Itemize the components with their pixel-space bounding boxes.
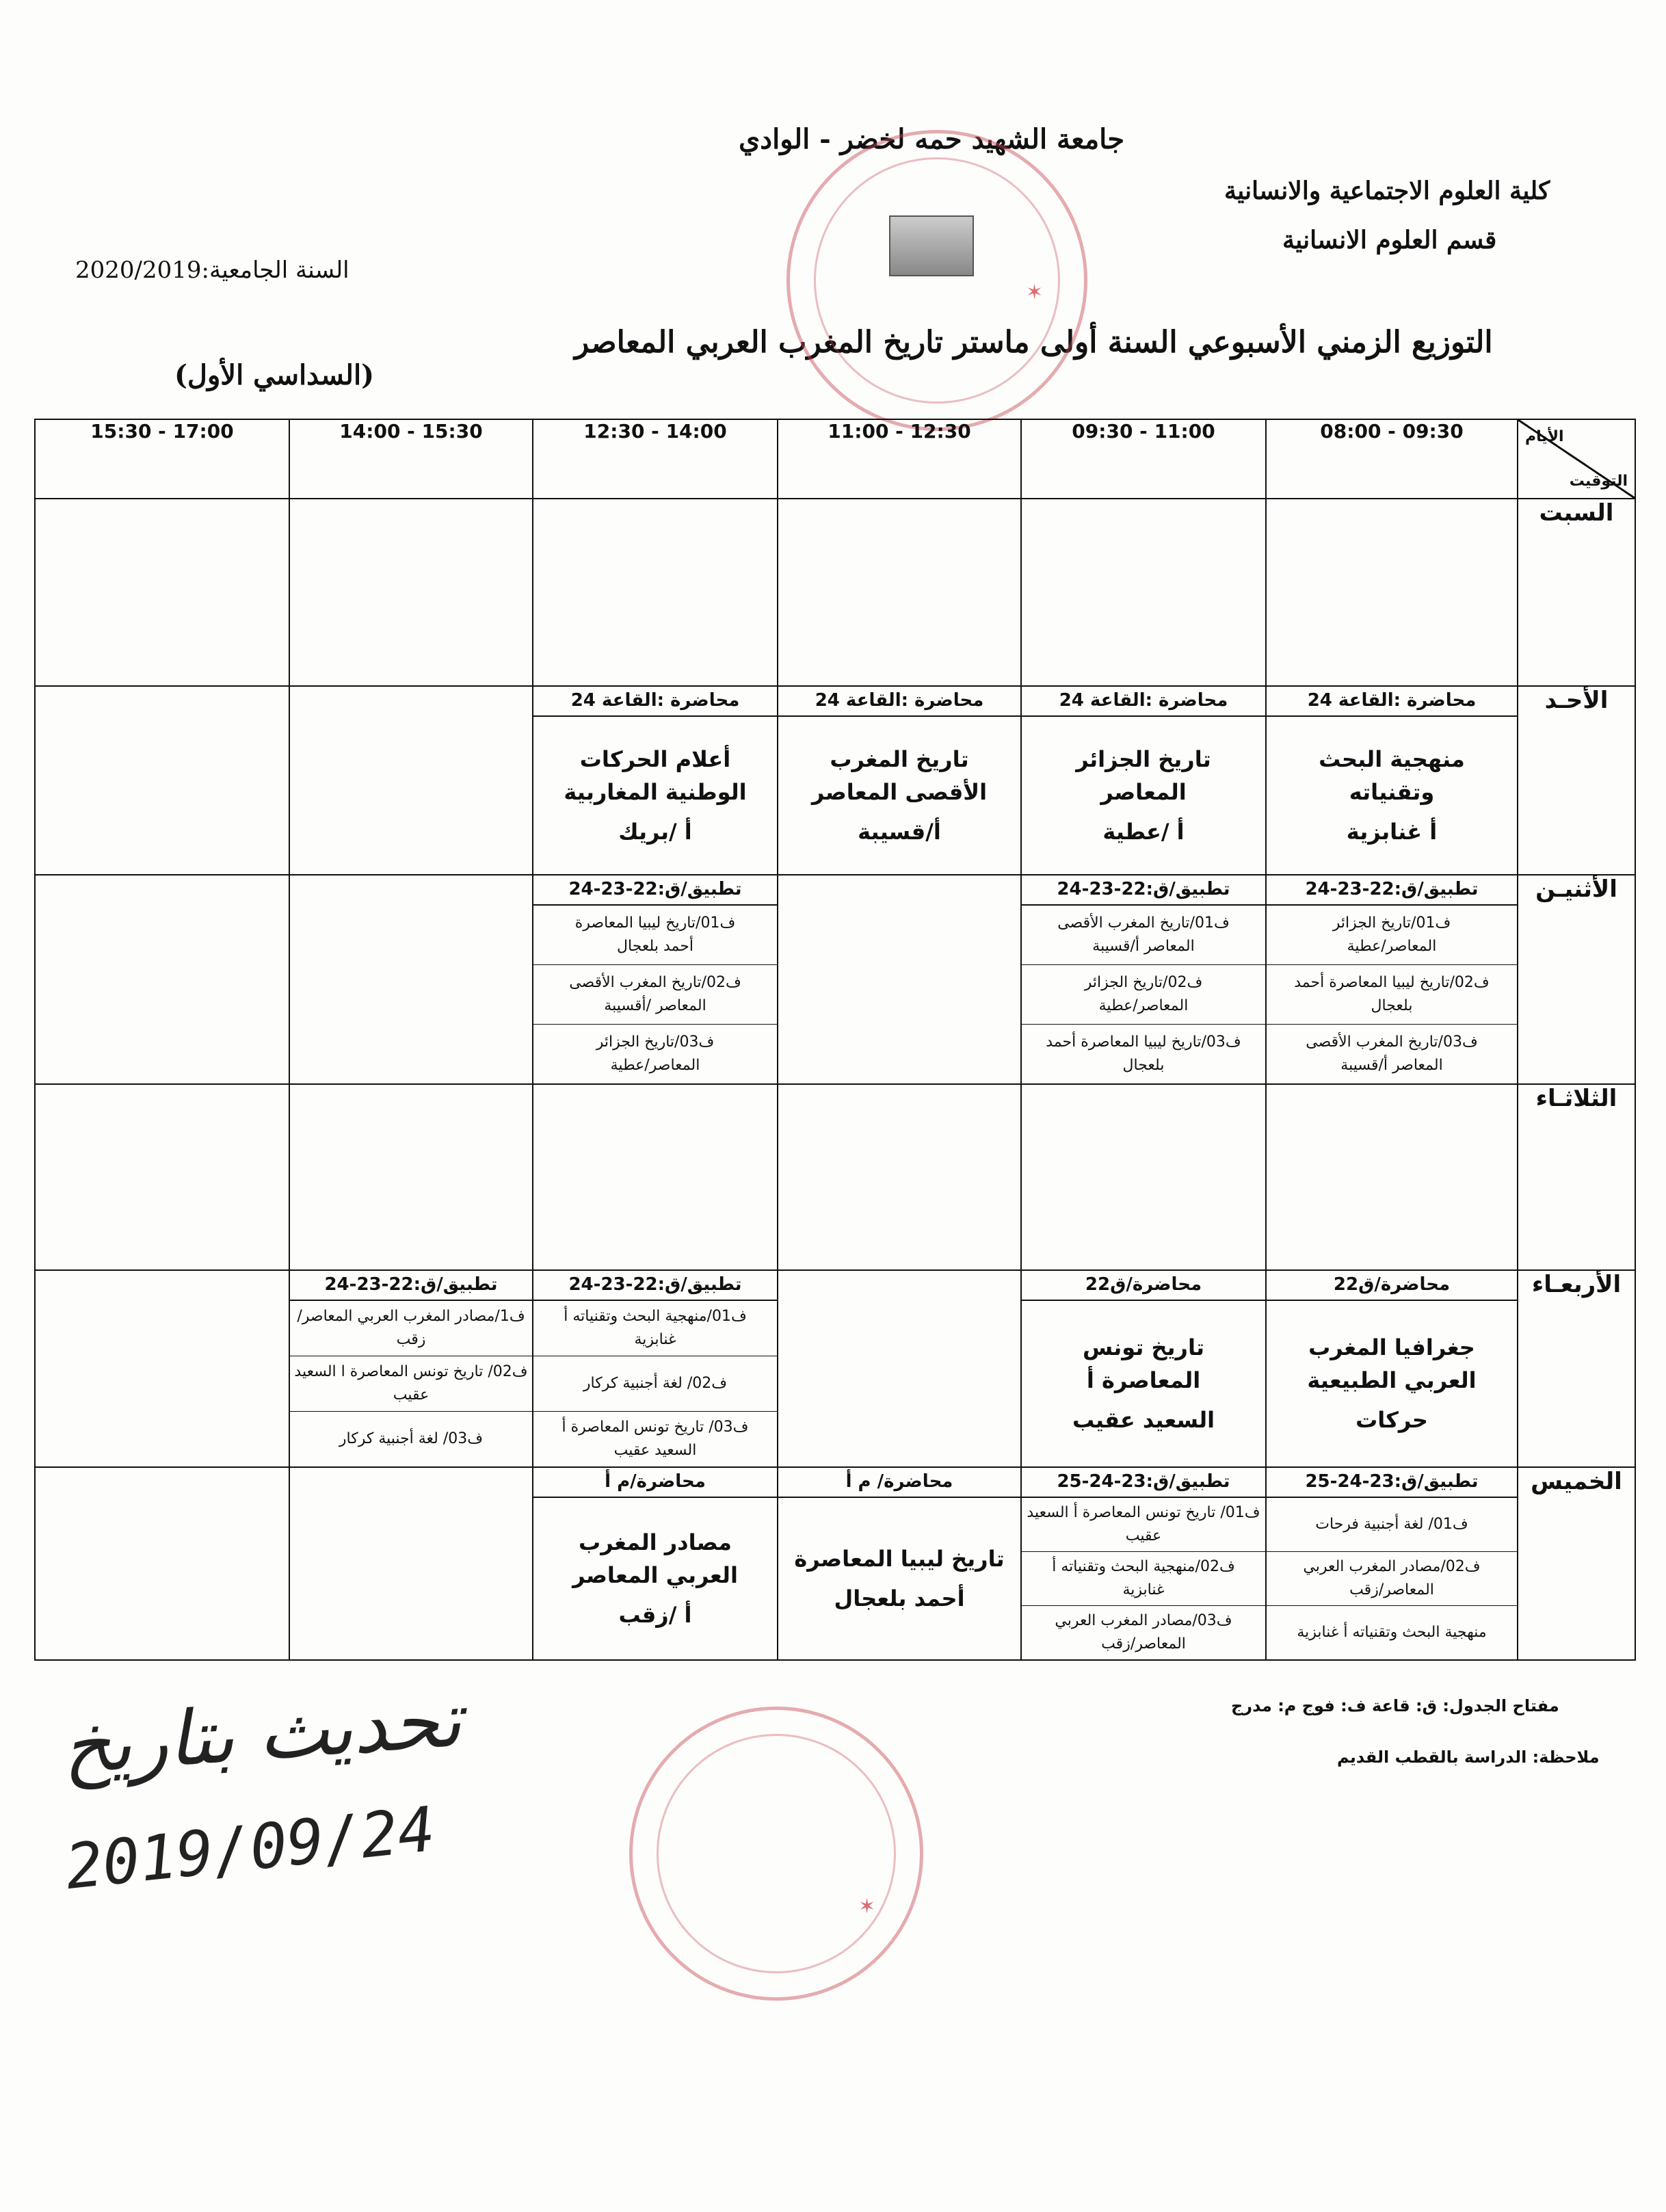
tutorial-slot bbox=[1266, 875, 1518, 1084]
empty-slot bbox=[778, 875, 1021, 1084]
slot-header: محاضرة :القاعة 24 bbox=[1022, 687, 1265, 717]
group-course: ف01/تاريخ ليبيا المعاصرة bbox=[574, 914, 736, 932]
group-entry bbox=[1022, 906, 1265, 965]
lecture-slot bbox=[1266, 686, 1518, 875]
group-entry bbox=[290, 1412, 532, 1466]
group-course: ف01/منهجية البحث وتقنياته أ bbox=[564, 1307, 747, 1325]
slot-header: تطبيق/ق:23-24-25 bbox=[1267, 1468, 1517, 1498]
group-detail: غنابزية bbox=[1122, 1581, 1165, 1598]
slot-header: محاضرة/م أ bbox=[533, 1468, 777, 1498]
group-detail: المعاصر/عطية bbox=[1347, 937, 1437, 955]
university-stamp-top bbox=[786, 130, 1087, 431]
time-slot-1: 09:30 - 08:00 bbox=[1266, 419, 1518, 499]
lecture-slot bbox=[533, 1467, 778, 1660]
course-title: مصادر المغرب العربي المعاصر bbox=[572, 1529, 738, 1588]
table-note: ملاحظة: الدراسة بالقطب القديم bbox=[1337, 1748, 1600, 1767]
empty-slot bbox=[1021, 499, 1266, 686]
professor-name: حركات bbox=[1356, 1406, 1428, 1433]
tutorial-slot bbox=[1021, 875, 1266, 1084]
group-detail: أحمد بلعجال bbox=[617, 937, 693, 955]
group-entry bbox=[533, 1356, 777, 1412]
slot-header: محاضرة :القاعة 24 bbox=[778, 687, 1020, 717]
empty-slot bbox=[1266, 1084, 1518, 1270]
group-detail: المعاصر/زقب bbox=[1349, 1581, 1434, 1598]
group-course: ف02/تاريخ المغرب الأقصى bbox=[569, 973, 741, 991]
group-entry bbox=[1022, 1025, 1265, 1083]
day-saturday: السبت bbox=[1518, 499, 1635, 686]
group-entry bbox=[533, 1025, 777, 1083]
schedule-title: التوزيع الزمني الأسبوعي السنة أولى ماستر تاريخ المغرب العربي المعاصر bbox=[574, 325, 1493, 360]
slot-header: محاضرة/ م أ bbox=[778, 1468, 1020, 1498]
group-entry bbox=[533, 906, 777, 965]
day-monday: الأثنيـن bbox=[1518, 875, 1635, 1084]
corner-time-label: التوقيت bbox=[1569, 473, 1628, 490]
group-course: ف01/تاريخ الجزائر bbox=[1332, 914, 1451, 932]
empty-slot bbox=[35, 875, 289, 1084]
tutorial-slot bbox=[533, 875, 778, 1084]
professor-name: أ غنابزية bbox=[1346, 818, 1438, 845]
group-entry bbox=[1267, 1498, 1517, 1552]
slot-header: محاضرة :القاعة 24 bbox=[1267, 687, 1517, 717]
group-detail: السعيد عقيب bbox=[613, 1441, 697, 1459]
table-row bbox=[35, 686, 1635, 875]
course-title: تاريخ ليبيا المعاصرة bbox=[794, 1545, 1005, 1572]
group-detail: عقيب bbox=[1125, 1527, 1162, 1544]
empty-slot bbox=[778, 1270, 1021, 1467]
handwritten-update-note: تحديث بتاريخ bbox=[59, 1675, 464, 1791]
department-name: قسم العلوم الانسانية bbox=[1282, 226, 1497, 254]
slot-header: تطبيق/ق:22-23-24 bbox=[1022, 875, 1265, 906]
group-entry bbox=[1267, 1552, 1517, 1606]
weekly-schedule-table bbox=[34, 419, 1636, 1661]
star-icon: ✶ bbox=[858, 1895, 876, 1919]
corner-cell bbox=[1518, 419, 1635, 499]
group-detail: المعاصر أ/قسيبة bbox=[1340, 1056, 1443, 1074]
professor-name: أحمد بلعجال bbox=[834, 1585, 965, 1611]
group-entry bbox=[533, 965, 777, 1025]
slot-header: تطبيق/ق:22-23-24 bbox=[1267, 875, 1517, 906]
table-header-row bbox=[35, 419, 1635, 499]
professor-name: أ/قسيبة bbox=[858, 818, 941, 845]
group-detail: المعاصر/عطية bbox=[1098, 997, 1189, 1014]
slot-header: محاضرة/ق22 bbox=[1267, 1271, 1517, 1301]
empty-slot bbox=[289, 499, 533, 686]
empty-slot bbox=[533, 1084, 778, 1270]
time-slot-5: 15:30 - 14:00 bbox=[289, 419, 533, 499]
table-row bbox=[35, 875, 1635, 1084]
empty-slot bbox=[35, 686, 289, 875]
table-row bbox=[35, 1467, 1635, 1660]
group-course: ف01/ تاريخ تونس المعاصرة أ السعيد bbox=[1027, 1503, 1260, 1521]
empty-slot bbox=[1021, 1084, 1266, 1270]
professor-name: أ /بريك bbox=[618, 818, 692, 845]
tutorial-slot bbox=[1021, 1467, 1266, 1660]
group-course: منهجية البحث وتقنياته أ غنابزية bbox=[1297, 1623, 1487, 1641]
group-course: ف02/منهجية البحث وتقنياته أ bbox=[1052, 1557, 1235, 1575]
group-course: ف1/مصادر المغرب العربي المعاصر/زقب bbox=[297, 1307, 525, 1348]
group-course: ف02/ تاريخ تونس المعاصرة ا السعيد bbox=[294, 1362, 528, 1380]
empty-slot bbox=[289, 875, 533, 1084]
university-stamp-bottom bbox=[629, 1707, 923, 2001]
group-course: ف03/تاريخ الجزائر bbox=[596, 1033, 715, 1051]
university-logo bbox=[889, 215, 974, 276]
tutorial-slot bbox=[533, 1270, 778, 1467]
group-course: ف01/ لغة أجنبية فرحات bbox=[1315, 1515, 1468, 1533]
slot-header: تطبيق/ق:22-23-24 bbox=[533, 1271, 777, 1301]
lecture-slot bbox=[1021, 1270, 1266, 1467]
handwritten-date: 2019/09/24 bbox=[62, 1793, 438, 1904]
group-detail: المعاصر/زقب bbox=[1101, 1635, 1186, 1653]
group-entry bbox=[533, 1301, 777, 1356]
empty-slot bbox=[778, 1084, 1021, 1270]
empty-slot bbox=[289, 1467, 533, 1660]
faculty-name: كلية العلوم الاجتماعية والانسانية bbox=[1224, 176, 1550, 205]
semester-label: (السداسي الأول) bbox=[174, 359, 375, 391]
day-wednesday: الأربعـاء bbox=[1518, 1270, 1635, 1467]
empty-slot bbox=[35, 1270, 289, 1467]
group-course: ف01/تاريخ المغرب الأقصى bbox=[1057, 914, 1230, 932]
group-course: ف03/ تاريخ تونس المعاصرة أ bbox=[561, 1418, 749, 1436]
professor-name: أ /عطية bbox=[1102, 818, 1185, 845]
group-entry bbox=[533, 1412, 777, 1466]
tutorial-slot bbox=[289, 1270, 533, 1467]
group-entry bbox=[1267, 1606, 1517, 1659]
group-entry bbox=[1022, 1606, 1265, 1659]
empty-slot bbox=[533, 499, 778, 686]
time-slot-6: 17:00 - 15:30 bbox=[35, 419, 289, 499]
group-course: ف03/ لغة أجنبية كركار bbox=[339, 1430, 484, 1447]
group-detail: بلعجال bbox=[1371, 997, 1413, 1014]
slot-header: تطبيق/ق:23-24-25 bbox=[1022, 1468, 1265, 1498]
group-detail: عقيب bbox=[393, 1386, 429, 1404]
day-thursday: الخميس bbox=[1518, 1467, 1635, 1660]
group-entry bbox=[1267, 1025, 1517, 1083]
group-detail: بلعجال bbox=[1122, 1056, 1165, 1074]
lecture-slot bbox=[1266, 1270, 1518, 1467]
corner-days-label: الأيام bbox=[1525, 428, 1564, 445]
lecture-slot bbox=[778, 686, 1021, 875]
group-course: ف02/مصادر المغرب العربي bbox=[1303, 1557, 1481, 1575]
group-entry bbox=[1022, 965, 1265, 1025]
professor-name: أ /زقب bbox=[618, 1601, 692, 1628]
lecture-slot bbox=[778, 1467, 1021, 1660]
empty-slot bbox=[778, 499, 1021, 686]
empty-slot bbox=[35, 499, 289, 686]
day-tuesday: الثلاثـاء bbox=[1518, 1084, 1635, 1270]
group-detail: المعاصر/عطية bbox=[610, 1056, 700, 1074]
group-entry bbox=[290, 1356, 532, 1412]
group-course: ف02/تاريخ الجزائر bbox=[1084, 973, 1203, 991]
professor-name: السعيد عقيب bbox=[1072, 1406, 1215, 1433]
slot-header: محاضرة/ق22 bbox=[1022, 1271, 1265, 1301]
group-detail: المعاصر أ/قسيبة bbox=[1092, 937, 1195, 955]
table-legend: مفتاح الجدول: ق: قاعة ف: فوج م: مدرج bbox=[1231, 1696, 1559, 1715]
time-slot-2: 11:00 - 09:30 bbox=[1021, 419, 1266, 499]
course-title: منهجية البحث وتقنياته bbox=[1319, 746, 1465, 805]
academic-year: السنة الجامعية:2020/2019 bbox=[75, 256, 349, 284]
group-detail: غنابزية bbox=[634, 1330, 676, 1348]
table-row bbox=[35, 1270, 1635, 1467]
course-title: أعلام الحركات الوطنية المغاربية bbox=[564, 746, 747, 805]
lecture-slot bbox=[533, 686, 778, 875]
group-detail: المعاصر /أقسيبة bbox=[604, 997, 706, 1014]
slot-header: تطبيق/ق:22-23-24 bbox=[290, 1271, 532, 1301]
group-entry bbox=[1267, 965, 1517, 1025]
empty-slot bbox=[35, 1084, 289, 1270]
group-entry bbox=[1022, 1498, 1265, 1552]
slot-header: تطبيق/ق:22-23-24 bbox=[533, 875, 777, 906]
table-row bbox=[35, 499, 1635, 686]
slot-header: محاضرة :القاعة 24 bbox=[533, 687, 777, 717]
group-course: ف02/تاريخ ليبيا المعاصرة أحمد bbox=[1294, 973, 1490, 991]
group-course: ف03/تاريخ ليبيا المعاصرة أحمد bbox=[1046, 1033, 1241, 1051]
table-row bbox=[35, 1084, 1635, 1270]
time-slot-4: 14:00 - 12:30 bbox=[533, 419, 778, 499]
time-slot-3: 12:30 - 11:00 bbox=[778, 419, 1021, 499]
group-course: ف03/مصادر المغرب العربي bbox=[1055, 1611, 1232, 1629]
day-sunday: الأحـد bbox=[1518, 686, 1635, 875]
empty-slot bbox=[1266, 499, 1518, 686]
course-title: تاريخ الجزائر المعاصر bbox=[1076, 746, 1211, 805]
star-icon: ✶ bbox=[1026, 280, 1044, 304]
course-title: تاريخ المغرب الأقصى المعاصر bbox=[811, 746, 988, 805]
empty-slot bbox=[289, 686, 533, 875]
course-title: تاريخ تونس المعاصرة أ bbox=[1083, 1334, 1204, 1393]
tutorial-slot bbox=[1266, 1467, 1518, 1660]
group-course: ف02/ لغة أجنبية كركار bbox=[583, 1374, 728, 1392]
course-title: جغرافيا المغرب العربي الطبيعية bbox=[1307, 1334, 1477, 1393]
lecture-slot bbox=[1021, 686, 1266, 875]
group-entry bbox=[1267, 906, 1517, 965]
group-course: ف03/تاريخ المغرب الأقصى bbox=[1306, 1033, 1478, 1051]
university-name: جامعة الشهيد حمه لخضر - الوادي bbox=[739, 123, 1125, 155]
empty-slot bbox=[289, 1084, 533, 1270]
group-entry bbox=[290, 1301, 532, 1356]
empty-slot bbox=[35, 1467, 289, 1660]
group-entry bbox=[1022, 1552, 1265, 1606]
